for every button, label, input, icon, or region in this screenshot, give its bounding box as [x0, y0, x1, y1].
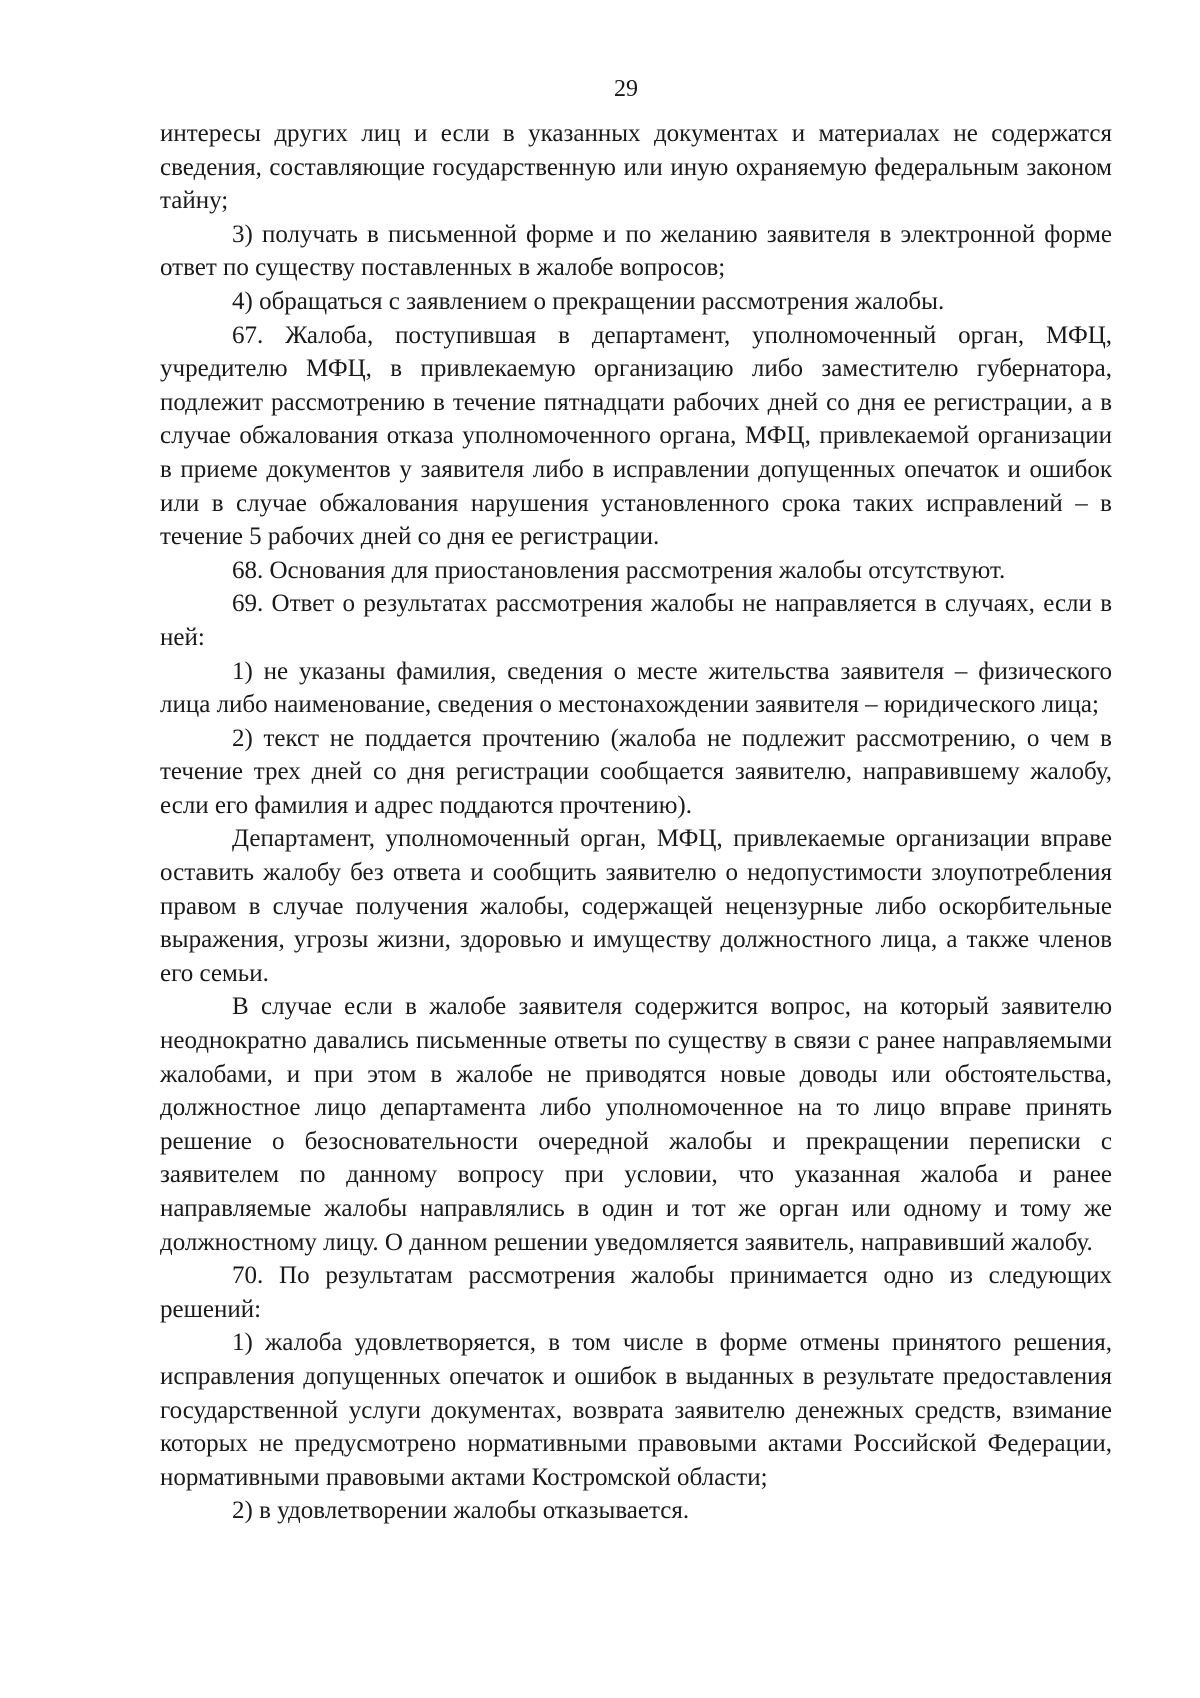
paragraph: 2) в удовлетворении жалобы отказывается. — [232, 1497, 690, 1525]
paragraph: 70. По результатам рассмотрения жалобы принимается одно из следующих решений: — [160, 1262, 1112, 1323]
paragraph: интересы других лиц и если в указанных документах и материалах не содержатся сведения, составляющие государственную или иную охраняемую федеральным законом тайну; — [160, 120, 1112, 215]
page-number: 29 — [614, 76, 638, 102]
paragraph: 4) обращаться с заявлением о прекращении рассмотрения жалобы. — [232, 287, 945, 315]
paragraph: 3) получать в письменной форме и по желанию заявителя в электронной форме ответ по существу поставленных в жалобе вопросов; — [160, 220, 1112, 282]
paragraph: В случае если в жалобе заявителя содержится вопрос, на который заявителю неоднократно давались письменные ответы по существу в связи с ранее направляемыми жалобами, и при этом в жалобе не приводятся новые доводы или обстоятельства, должностное лицо департамента либо уполномоченное на то лицо вправе принять решение о безосновательности очередной жалобы и прекращении переписки с заявителем по данному вопросу при условии, что указанная жалоба и ранее направляемые жалобы направлялись в один и тот же орган или одному и тому же должностному лицу. О данном решении уведомляется заявитель, направивший жалобу. — [160, 993, 1112, 1256]
paragraph: 1) жалоба удовлетворяется, в том числе в форме отмены принятого решения, исправления допущенных опечаток и ошибок в выданных в результате предоставления государственной услуги документах, возврата заявителю денежных средств, взимание которых не предусмотрено нормативными правовыми актами Российской Федерации, нормативными правовыми актами Костромской области; — [160, 1329, 1112, 1491]
paragraph: 67. Жалоба, поступившая в департамент, уполномоченный орган, МФЦ, учредителю МФЦ, в привлекаемую организацию либо заместителю губернатора, подлежит рассмотрению в течение пятнадцати рабочих дней со дня ее регистрации, а в случае обжалования отказа уполномоченного органа, МФЦ, привлекаемой организации в приеме документов у заявителя либо в исправлении допущенных опечаток и ошибок или в случае обжалования нарушения установленного срока таких исправлений – в течение 5 рабочих дней со дня ее регистрации. — [160, 321, 1112, 551]
paragraph: 68. Основания для приостановления рассмотрения жалобы отсутствуют. — [232, 556, 1006, 584]
paragraph: 2) текст не поддается прочтению (жалоба не подлежит рассмотрению, о чем в течение трех дней со дня регистрации сообщается заявителю, направившему жалобу, если его фамилия и адрес поддаются прочтению). — [160, 724, 1112, 819]
document-body — [160, 117, 1112, 1528]
paragraph: 69. Ответ о результатах рассмотрения жалобы не направляется в случаях, если в ней: — [160, 590, 1112, 651]
paragraph: 1) не указаны фамилия, сведения о месте жительства заявителя – физического лица либо наименование, сведения о местонахождении заявителя – юридического лица; — [160, 657, 1112, 719]
paragraph: Департамент, уполномоченный орган, МФЦ, привлекаемые организации вправе оставить жалобу без ответа и сообщить заявителю о недопустимости злоупотребления правом в случае получения жалобы, содержащей нецензурные либо оскорбительные выражения, угрозы жизни, здоровью и имуществу должностного лица, а также членов его семьи. — [160, 825, 1112, 987]
